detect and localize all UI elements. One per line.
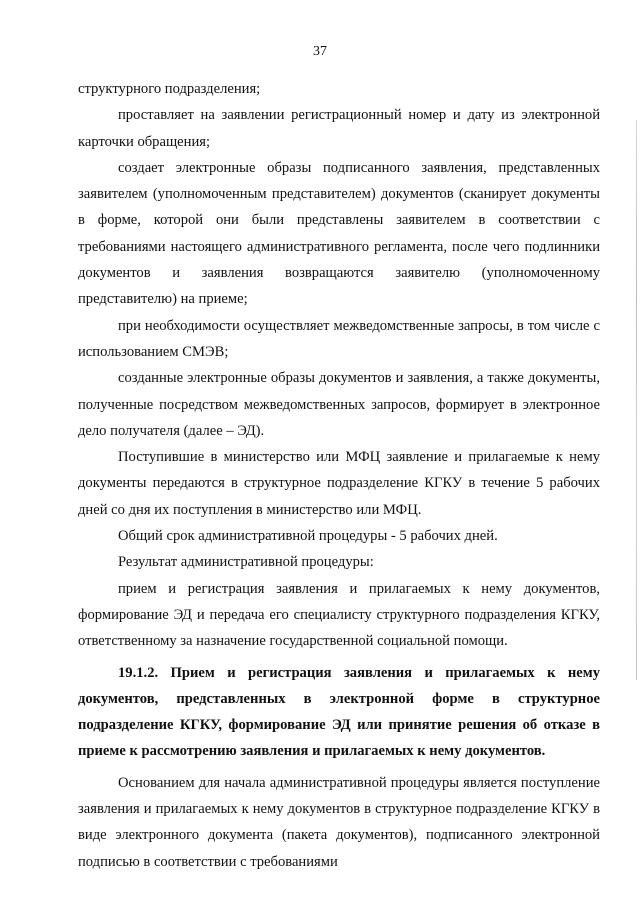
paragraph-grounds: Основанием для начала административной процедуры является поступление заявления и прилагаемых к нему документов в структурное подразделение КГКУ в виде электронного документа (пакета документов), подписанного электронной подписью в соответствии с требованиями <box>78 774 600 870</box>
paragraph-structural-unit: структурного подразделения; <box>78 81 261 97</box>
paragraph-transfer-to-kgku: Поступившие в министерство или МФЦ заявление и прилагаемые к нему документы передаются в структурное подразделение КГКУ в течение 5 рабочих дней со дня их поступления в министерство или МФЦ. <box>78 449 600 518</box>
paragraph-result-text: прием и регистрация заявления и прилагаемых к нему документов, формирование ЭД и передача его специалисту структурного подразделения КГКУ, ответственному за назначение государственной социальной помощи. <box>78 580 600 650</box>
paragraph-interagency-requests: при необходимости осуществляет межведомственные запросы, в том числе с использованием СМЭВ; <box>78 317 600 360</box>
paragraph-result-heading: Результат административной процедуры: <box>118 554 374 571</box>
section-heading-19-1-2: 19.1.2. Прием и регистрация заявления и прилагаемых к нему документов, представленных в электронной форме в структурное подразделение КГКУ, формирование ЭД или принятие решения об отказе в приеме к рассмотрению заявления и прилагаемых к нему документов. <box>78 664 600 760</box>
paragraph-total-term: Общий срок административной процедуры - 5 рабочих дней. <box>118 528 498 545</box>
document-body <box>78 76 600 875</box>
scan-edge-line <box>636 120 637 680</box>
paragraph-electronic-images: создает электронные образы подписанного заявления, представленных заявителем (уполномоченным представителем) документов (сканирует документы в форме, которой они были представлены заявителем в соответствии с требованиями настоящего административного регламента, после чего подлинники документов и заявления возвращаются заявителю (уполномоченному представителю) на приеме; <box>78 159 600 308</box>
paragraph-electronic-case: созданные электронные образы документов и заявления, а также документы, полученные посредством межведомственных запросов, формирует в электронное дело получателя (далее – ЭД). <box>78 370 600 439</box>
page-number: 37 <box>313 44 327 59</box>
paragraph-registration-number: проставляет на заявлении регистрационный номер и дату из электронной карточки обращения; <box>78 107 600 150</box>
